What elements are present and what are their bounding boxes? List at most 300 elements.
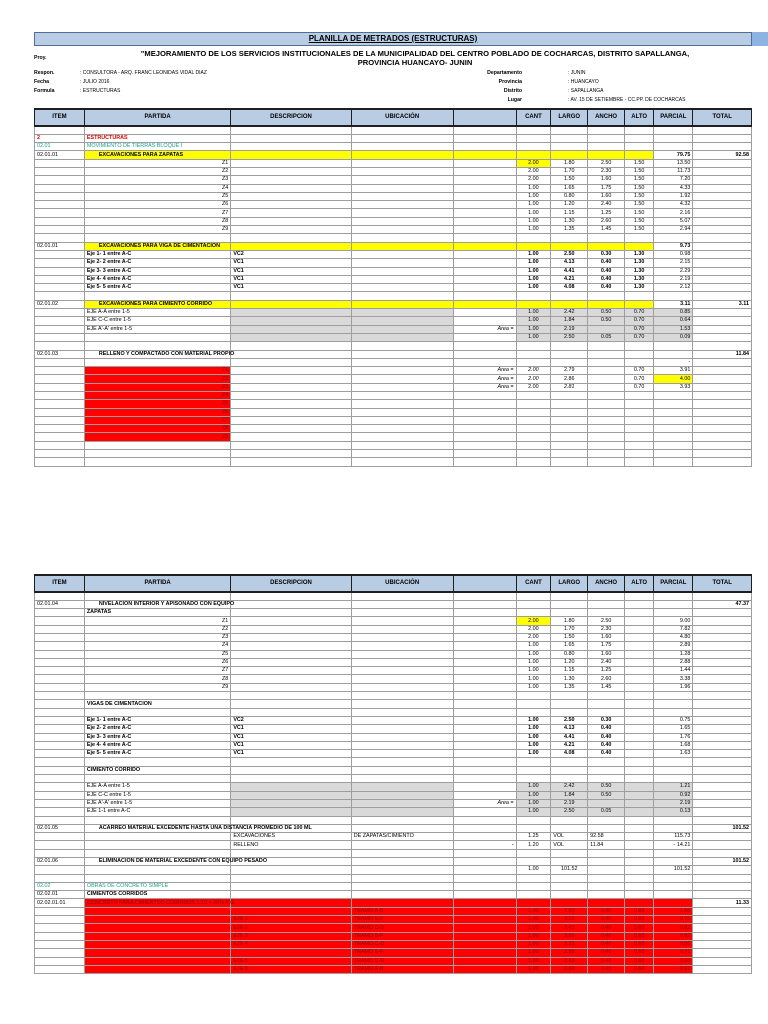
- cell-alto: 0.60: [625, 916, 654, 924]
- cell-total: 47.37: [693, 600, 752, 608]
- cell-largo: 3.43: [551, 924, 588, 932]
- cell-extra: [453, 600, 516, 608]
- table-row: [35, 642, 752, 650]
- cell-ubicacion: [351, 667, 453, 675]
- cell-largo: [551, 358, 588, 366]
- cell-alto: [625, 874, 654, 882]
- cell-largo: 2.50: [551, 250, 588, 258]
- cell-descripcion: [231, 791, 351, 799]
- cell-cant: 1.00: [516, 907, 551, 915]
- cell-cant: [516, 600, 551, 608]
- cell-item: [35, 433, 85, 441]
- cell-descripcion: [231, 375, 351, 383]
- header-total: TOTAL: [693, 575, 752, 592]
- meta-value: : HUANCAYO: [568, 79, 599, 85]
- cell-ancho: [588, 824, 625, 832]
- cell-ancho: 0.40: [588, 733, 625, 741]
- cell-total: 101.52: [693, 858, 752, 866]
- cell-item: [35, 167, 85, 175]
- cell-descripcion: [231, 134, 351, 142]
- cell-item: [35, 750, 85, 758]
- cell-cant: 1.00: [516, 725, 551, 733]
- cell-parcial: 0.98: [654, 250, 693, 258]
- cell-extra: [453, 392, 516, 400]
- cell-largo: [551, 126, 588, 134]
- cell-total: [693, 275, 752, 283]
- header-largo: LARGO: [551, 109, 588, 126]
- cell-cant: [516, 858, 551, 866]
- cell-partida: Eje 4- 4 entre A-C: [84, 275, 230, 283]
- cell-ancho: 1.75: [588, 642, 625, 650]
- cell-alto: [625, 392, 654, 400]
- cell-parcial: 0.64: [654, 317, 693, 325]
- cell-cant: [516, 882, 551, 890]
- meta-value: : JUNIN: [568, 70, 586, 76]
- cell-item: [35, 441, 85, 449]
- cell-descripcion: [231, 450, 351, 458]
- cell-cant: [516, 416, 551, 424]
- cell-item: [35, 783, 85, 791]
- meta-value: : ESTRUCTURAS: [80, 88, 121, 94]
- header-parcial: PARCIAL: [654, 109, 693, 126]
- cell-total: [693, 683, 752, 691]
- cell-item: [35, 965, 85, 973]
- cell-total: [693, 134, 752, 142]
- cell-cant: 2.00: [516, 375, 551, 383]
- meta-label: Formula: [34, 88, 55, 94]
- cell-descripcion: [231, 592, 351, 600]
- cell-alto: 1.50: [625, 226, 654, 234]
- cell-item: [35, 700, 85, 708]
- cell-ancho: 0.40: [588, 275, 625, 283]
- cell-parcial: 2.89: [654, 642, 693, 650]
- cell-total: [693, 949, 752, 957]
- cell-ubicacion: [351, 143, 453, 151]
- cell-ubicacion: [351, 791, 453, 799]
- header-partida: PARTIDA: [84, 575, 230, 592]
- cell-partida: Eje 5- 5 entre A-C: [84, 750, 230, 758]
- table-row: [35, 383, 752, 391]
- cell-cant: [516, 592, 551, 600]
- cell-alto: 1.50: [625, 201, 654, 209]
- meta-row: [34, 70, 294, 79]
- cell-extra: [453, 592, 516, 600]
- cell-ubicacion: [351, 209, 453, 217]
- cell-ubicacion: [351, 309, 453, 317]
- cell-descripcion: [231, 433, 351, 441]
- cell-largo: [551, 692, 588, 700]
- cell-cant: [516, 816, 551, 824]
- cell-descripcion: [231, 126, 351, 134]
- cell-descripcion: [231, 309, 351, 317]
- cell-cant: 1.00: [516, 675, 551, 683]
- cell-ancho: 0.40: [588, 907, 625, 915]
- cell-parcial: [654, 882, 693, 890]
- cell-item: [35, 874, 85, 882]
- cell-partida: [84, 940, 230, 948]
- cell-ancho: 2.60: [588, 217, 625, 225]
- cell-partida: [84, 441, 230, 449]
- cell-extra: [453, 940, 516, 948]
- cell-partida: [84, 874, 230, 882]
- cell-total: [693, 159, 752, 167]
- meta-value: : AV. 15 DE SETIEMBRE - CC.PP. DE COCHARCAS: [568, 97, 686, 103]
- cell-partida: OBRAS DE CONCRETO SIMPLE: [84, 882, 230, 890]
- cell-parcial: 0.82: [654, 924, 693, 932]
- cell-alto: [625, 342, 654, 350]
- cell-parcial: 1.76: [654, 733, 693, 741]
- cell-cant: 1.00: [516, 799, 551, 807]
- table-row: [35, 367, 752, 375]
- cell-parcial: 3.93: [654, 383, 693, 391]
- cell-parcial: 0.75: [654, 716, 693, 724]
- cell-ancho: 0.40: [588, 284, 625, 292]
- table-row: [35, 733, 752, 741]
- cell-alto: 1.50: [625, 209, 654, 217]
- cell-descripcion: VC1: [231, 733, 351, 741]
- cell-largo: 2.81: [551, 383, 588, 391]
- cell-partida: [84, 932, 230, 940]
- cell-extra: [453, 159, 516, 167]
- cell-ancho: 0.40: [588, 259, 625, 267]
- cell-parcial: 101.52: [654, 866, 693, 874]
- cell-partida: EJE 1-1 entre A-C: [84, 808, 230, 816]
- cell-largo: 2.79: [551, 367, 588, 375]
- meta-value: : JULIO 2016: [80, 79, 110, 85]
- cell-parcial: 1.63: [654, 750, 693, 758]
- cell-alto: [625, 866, 654, 874]
- cell-descripcion: [231, 866, 351, 874]
- cell-ubicacion: [351, 425, 453, 433]
- cell-cant: 1.00: [516, 667, 551, 675]
- cell-partida: Z3: [84, 383, 230, 391]
- cell-ubicacion: [351, 891, 453, 899]
- cell-cant: [516, 300, 551, 308]
- cell-item: [35, 184, 85, 192]
- cell-cant: 1.00: [516, 259, 551, 267]
- cell-alto: 0.70: [625, 367, 654, 375]
- cell-total: [693, 741, 752, 749]
- cell-ancho: [588, 151, 625, 159]
- cell-extra: [453, 733, 516, 741]
- cell-ubicacion: TRAMO B-F: [351, 932, 453, 940]
- cell-largo: 4.13: [551, 259, 588, 267]
- cell-total: [693, 758, 752, 766]
- cell-parcial: 7.82: [654, 625, 693, 633]
- cell-partida: [84, 692, 230, 700]
- cell-parcial: 4.00: [654, 375, 693, 383]
- cell-ubicacion: TRAMO E-F: [351, 916, 453, 924]
- cell-parcial: [654, 134, 693, 142]
- cell-partida: [84, 342, 230, 350]
- cell-total: [693, 184, 752, 192]
- cell-item: [35, 292, 85, 300]
- cell-total: [693, 675, 752, 683]
- cell-largo: [551, 824, 588, 832]
- cell-item: [35, 217, 85, 225]
- cell-item: [35, 799, 85, 807]
- cell-descripcion: [231, 600, 351, 608]
- cell-parcial: [654, 441, 693, 449]
- cell-ubicacion: [351, 858, 453, 866]
- cell-item: [35, 957, 85, 965]
- cell-descripcion: VC1: [231, 750, 351, 758]
- cell-ubicacion: [351, 708, 453, 716]
- cell-descripcion: [231, 416, 351, 424]
- cell-partida: Z8: [84, 425, 230, 433]
- cell-alto: [625, 783, 654, 791]
- header-row: [35, 575, 752, 592]
- cell-ancho: 0.40: [588, 916, 625, 924]
- cell-largo: 4.08: [551, 750, 588, 758]
- cell-descripcion: VC1: [231, 275, 351, 283]
- table-row: [35, 916, 752, 924]
- cell-item: [35, 226, 85, 234]
- cell-ancho: [588, 609, 625, 617]
- cell-largo: 1.80: [551, 617, 588, 625]
- cell-total: [693, 708, 752, 716]
- cell-parcial: 13.50: [654, 159, 693, 167]
- table-row: [35, 667, 752, 675]
- cell-parcial: 0.56: [654, 940, 693, 948]
- cell-descripcion: [231, 949, 351, 957]
- cell-parcial: 1.96: [654, 683, 693, 691]
- cell-cant: [516, 775, 551, 783]
- cell-partida: Z4: [84, 184, 230, 192]
- cell-descripcion: [231, 358, 351, 366]
- cell-total: [693, 716, 752, 724]
- cell-cant: [516, 126, 551, 134]
- cell-extra: [453, 267, 516, 275]
- cell-alto: 1.50: [625, 192, 654, 200]
- blank-row: [35, 849, 752, 857]
- cell-partida: Z2: [84, 167, 230, 175]
- cell-extra: [453, 275, 516, 283]
- cell-ubicacion: [351, 134, 453, 142]
- cell-parcial: [654, 891, 693, 899]
- cell-total: [693, 816, 752, 824]
- cell-ubicacion: [351, 250, 453, 258]
- cell-cant: [516, 425, 551, 433]
- cell-alto: [625, 816, 654, 824]
- cell-descripcion: VC1: [231, 267, 351, 275]
- cell-item: [35, 201, 85, 209]
- cell-partida: [84, 758, 230, 766]
- meta-label: Provincia: [498, 79, 522, 85]
- cell-cant: [516, 134, 551, 142]
- cell-descripcion: [231, 692, 351, 700]
- cell-extra: [453, 633, 516, 641]
- cell-alto: 1.50: [625, 176, 654, 184]
- cell-item: [35, 758, 85, 766]
- cell-descripcion: EJE 1: [231, 916, 351, 924]
- cell-cant: 1.00: [516, 949, 551, 957]
- cell-ancho: 2.40: [588, 658, 625, 666]
- cell-extra: [453, 874, 516, 882]
- table-row: [35, 400, 752, 408]
- cell-alto: [625, 425, 654, 433]
- cell-ancho: 0.50: [588, 309, 625, 317]
- cell-ubicacion: [351, 126, 453, 134]
- cell-cant: [516, 849, 551, 857]
- cell-ancho: 2.60: [588, 675, 625, 683]
- cell-extra: [453, 716, 516, 724]
- cell-extra: [453, 350, 516, 358]
- cell-partida: Z3: [84, 176, 230, 184]
- table-row: [35, 392, 752, 400]
- cell-alto: 0.60: [625, 932, 654, 940]
- cell-total: [693, 907, 752, 915]
- table-row: [35, 350, 752, 358]
- cell-ancho: [588, 400, 625, 408]
- cell-total: [693, 425, 752, 433]
- blank-row: [35, 592, 752, 600]
- cell-cant: [516, 874, 551, 882]
- cell-alto: [625, 741, 654, 749]
- cell-ancho: [588, 325, 625, 333]
- cell-extra: [453, 866, 516, 874]
- cell-ubicacion: [351, 692, 453, 700]
- cell-ancho: 1.75: [588, 184, 625, 192]
- cell-ubicacion: [351, 300, 453, 308]
- cell-extra: [453, 433, 516, 441]
- cell-ancho: [588, 383, 625, 391]
- table-row: [35, 192, 752, 200]
- cell-partida: [84, 450, 230, 458]
- cell-descripcion: [231, 400, 351, 408]
- table-row: [35, 799, 752, 807]
- cell-total: [693, 791, 752, 799]
- cell-alto: 0.70: [625, 333, 654, 341]
- cell-partida: Z7: [84, 667, 230, 675]
- cell-ubicacion: [351, 342, 453, 350]
- cell-extra: [453, 201, 516, 209]
- cell-partida: [84, 816, 230, 824]
- cell-item: [35, 425, 85, 433]
- cell-alto: [625, 750, 654, 758]
- cell-cant: [516, 350, 551, 358]
- cell-ancho: [588, 242, 625, 250]
- cell-ubicacion: [351, 217, 453, 225]
- cell-extra: [453, 425, 516, 433]
- cell-ubicacion: [351, 683, 453, 691]
- table-row: [35, 833, 752, 841]
- header-parcial: PARCIAL: [654, 575, 693, 592]
- cell-item: [35, 358, 85, 366]
- cell-total: [693, 450, 752, 458]
- cell-parcial: 2.15: [654, 259, 693, 267]
- cell-descripcion: [231, 808, 351, 816]
- cell-parcial: [654, 392, 693, 400]
- cell-ubicacion: [351, 408, 453, 416]
- cell-largo: [551, 134, 588, 142]
- cell-extra: [453, 916, 516, 924]
- cell-partida: EXCAVACIONES PARA ZAPATAS: [84, 151, 230, 159]
- cell-ubicacion: [351, 716, 453, 724]
- blank-row: [35, 708, 752, 716]
- cell-cant: 1.00: [516, 791, 551, 799]
- cell-parcial: [654, 408, 693, 416]
- cell-alto: [625, 658, 654, 666]
- table-row: [35, 425, 752, 433]
- cell-partida: MOVIMIENTO DE TIERRAS BLOQUE I: [84, 143, 230, 151]
- cell-total: [693, 234, 752, 242]
- table-row: [35, 783, 752, 791]
- cell-ancho: 0.50: [588, 791, 625, 799]
- cell-total: [693, 833, 752, 841]
- cell-item: 02.02: [35, 882, 85, 890]
- cell-ubicacion: [351, 292, 453, 300]
- cell-item: [35, 159, 85, 167]
- cell-ancho: [588, 758, 625, 766]
- cell-extra: [453, 617, 516, 625]
- metrados-table-2: [34, 574, 752, 974]
- cell-alto: [625, 300, 654, 308]
- table-row: [35, 932, 752, 940]
- cell-ubicacion: [351, 841, 453, 849]
- project-name-line2: PROVINCIA HUANCAYO- JUNIN: [357, 57, 473, 67]
- cell-total: [693, 750, 752, 758]
- cell-cant: 2.00: [516, 625, 551, 633]
- table-row: [35, 965, 752, 973]
- cell-largo: [551, 342, 588, 350]
- cell-descripcion: [231, 650, 351, 658]
- header-descripcion: DESCRIPCION: [231, 109, 351, 126]
- cell-ancho: 0.40: [588, 940, 625, 948]
- cell-item: 02.01.06: [35, 858, 85, 866]
- cell-descripcion: [231, 234, 351, 242]
- cell-partida: [84, 126, 230, 134]
- cell-largo: 1.30: [551, 675, 588, 683]
- cell-parcial: 3.38: [654, 675, 693, 683]
- cell-ancho: [588, 126, 625, 134]
- cell-alto: [625, 450, 654, 458]
- cell-alto: 0.60: [625, 949, 654, 957]
- cell-descripcion: [231, 675, 351, 683]
- cell-total: [693, 932, 752, 940]
- cell-largo: 1.15: [551, 209, 588, 217]
- cell-ubicacion: [351, 882, 453, 890]
- cell-cant: 1.00: [516, 642, 551, 650]
- cell-item: [35, 367, 85, 375]
- cell-ubicacion: TRAMO C-D: [351, 940, 453, 948]
- cell-extra: [453, 176, 516, 184]
- cell-item: [35, 650, 85, 658]
- cell-partida: Z8: [84, 675, 230, 683]
- cell-partida: [84, 592, 230, 600]
- cell-parcial: 0.09: [654, 333, 693, 341]
- cell-descripcion: [231, 708, 351, 716]
- cell-item: [35, 692, 85, 700]
- cell-ancho: [588, 450, 625, 458]
- cell-largo: 1.35: [551, 683, 588, 691]
- cell-alto: [625, 733, 654, 741]
- cell-descripcion: [231, 217, 351, 225]
- cell-ubicacion: [351, 375, 453, 383]
- cell-partida: Z2: [84, 625, 230, 633]
- cell-ubicacion: TRAMO C-D: [351, 924, 453, 932]
- cell-parcial: 0.71: [654, 949, 693, 957]
- cell-ubicacion: [351, 433, 453, 441]
- cell-partida: [84, 234, 230, 242]
- cell-partida: ACARREO MATERIAL EXCEDENTE HASTA UNA DISTANCIA PROMEDIO DE 100 ML: [84, 824, 230, 832]
- cell-ancho: 2.40: [588, 201, 625, 209]
- cell-parcial: 2.16: [654, 209, 693, 217]
- table-row: [35, 675, 752, 683]
- cell-ubicacion: [351, 259, 453, 267]
- cell-cant: [516, 441, 551, 449]
- cell-ubicacion: [351, 284, 453, 292]
